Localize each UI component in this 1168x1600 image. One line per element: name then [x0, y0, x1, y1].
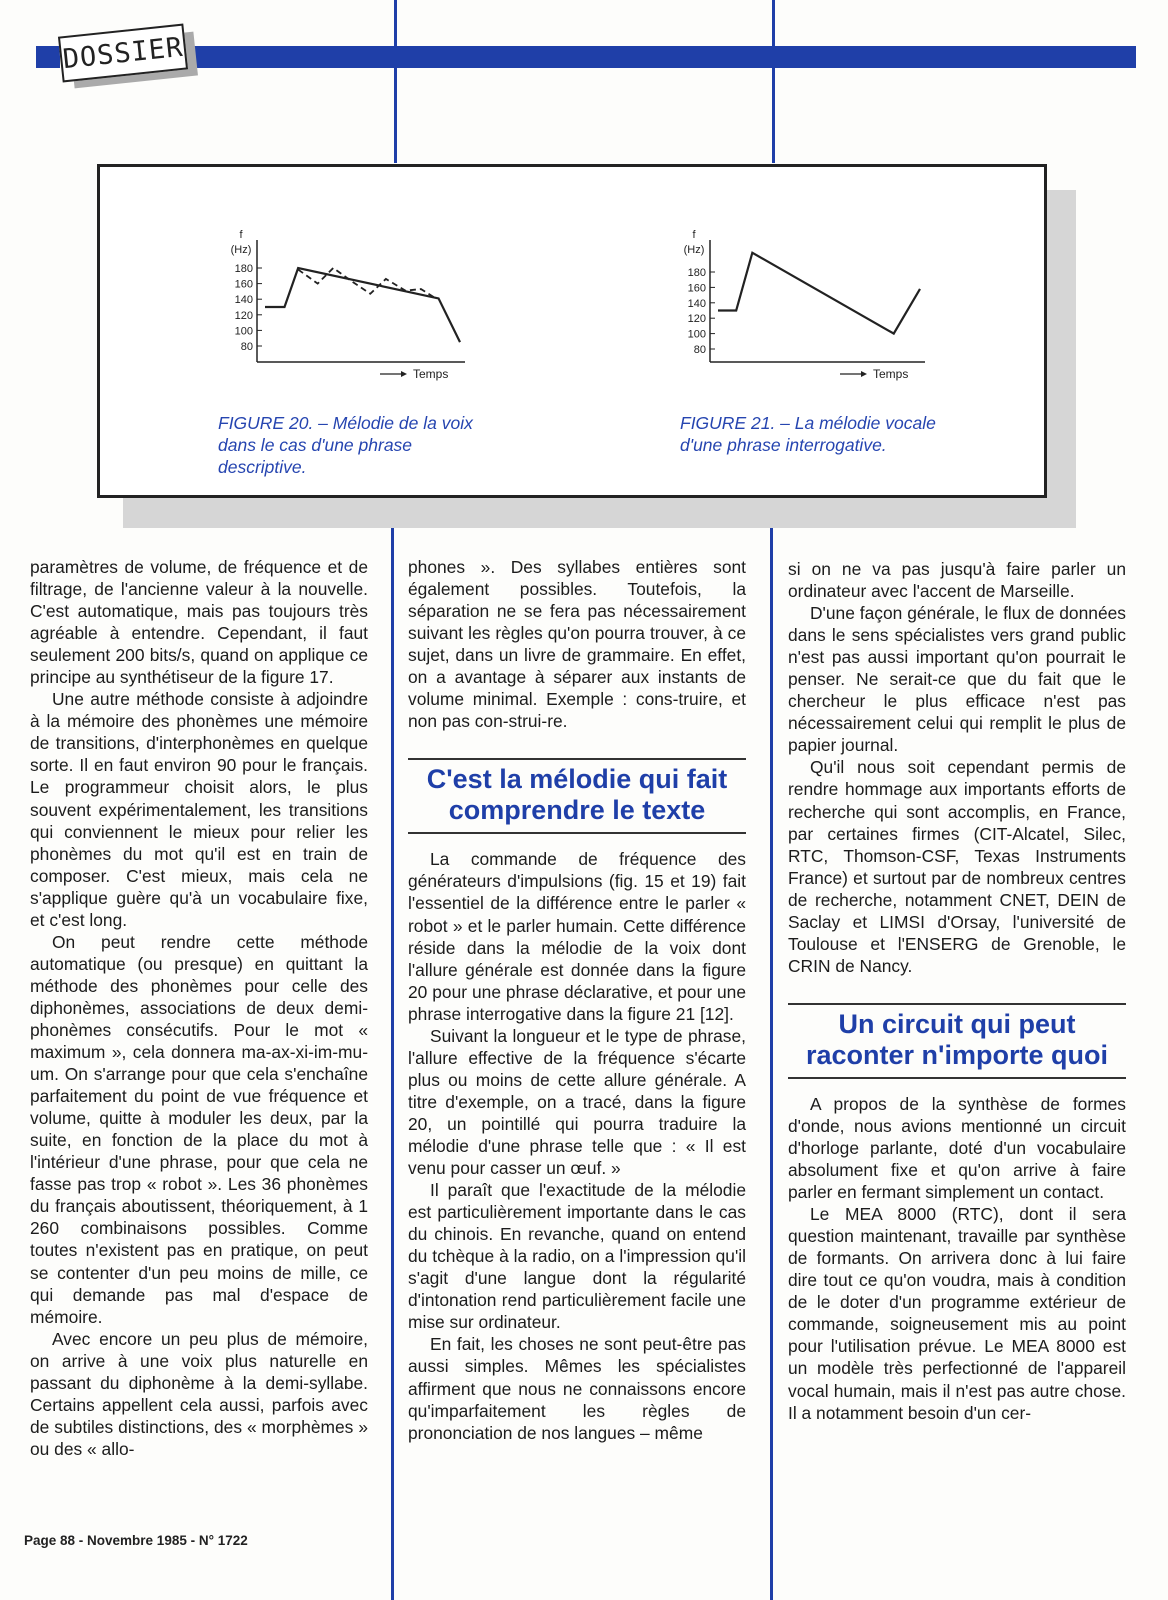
y-tick-label: 80 — [693, 344, 706, 356]
paragraph: Il paraît que l'exactitude de la mélodie est particulièrement importante dans le cas du chinois. En revanche, quand on entend du tchèque à la radio, on a l'impression qu'il s'agit d'une langue dont la régularité d'intonation rend particulièrement facile une mise sur ordinateur. — [408, 1180, 746, 1333]
page-footer: Page 88 - Novembre 1985 - N° 1722 — [24, 1533, 248, 1548]
time-arrowhead — [861, 371, 867, 377]
text-column-3 — [788, 558, 1126, 1424]
column-rule — [772, 0, 775, 163]
y-tick-label: 180 — [234, 263, 253, 275]
header-bar — [192, 46, 1136, 68]
text-column-1 — [30, 556, 368, 1460]
x-axis-label: Temps — [873, 367, 909, 381]
y-tick-label: 180 — [687, 267, 706, 279]
melody-line — [718, 253, 920, 334]
y-axis-unit: (Hz) — [230, 244, 252, 256]
y-axis-unit: (Hz) — [683, 244, 705, 256]
y-tick-label: 140 — [234, 294, 253, 307]
y-tick-label: 100 — [234, 325, 253, 338]
x-axis-label: Temps — [413, 367, 449, 381]
paragraph: Une autre méthode consiste à adjoindre à la mémoire des phonèmes une mémoire de transitions, d'interphonèmes en quelque sorte. Il en faut environ 90 pour le français. Le programmeur choisit alors, le plus souvent expérimentalement, les transitions qui conviennent le mieux pour relier les phonèmes du mot qu'il est en train de composer. C'est mieux, mais cela ne s'applique guère qu'à un vocabulaire fixe, et c'est long. — [30, 689, 368, 930]
paragraph: Le MEA 8000 (RTC), dont il sera question maintenant, travaille par synthèse de formants. On arrivera donc à lui faire dire tout ce qu'on voudra, mais à condition de le doter d'un programme extérieur de commande, soigneusement mis au point pour l'utilisation prévue. Le MEA 8000 est un modèle très perfectionné de l'appareil vocal humain, mais il n'est pas autre chose. Il a notamment besoin d'un cer- — [788, 1204, 1126, 1423]
paragraph: D'une façon générale, le flux de données dans le sens spécialistes vers grand public n'est pas aussi important qu'on pourrait le penser. Ne serait-ce que du fait que le chercheur le plus efficace n'est pas nécessairement celui qui remplit le plus de papier journal. — [788, 603, 1126, 756]
paragraph: On peut rendre cette méthode automatique (ou presque) en quittant la méthode des phonèmes pour celle des diphonèmes, associations de deux demi-phonèmes consécutifs. Pour le mot « maximum », cela donnera ma-ax-xi-im-mu-um. On s'arrange pour que cela s'enchaîne parfaitement du point de vue fréquence et volume, quitte à moduler les deux, par la suite, en fonction de la place du mot à l'intérieur d'une phrase, pour que cela ne fasse pas trop « robot ». Les 36 phonèmes du français aboutissent, théoriquement, à 1 260 combinaisons possibles. Comme toutes n'existent pas en pratique, on peut se contenter d'un peu moins de mille, ce qui demande pas mal d'espace de mémoire. — [30, 931, 368, 1327]
paragraph: Suivant la longueur et le type de phrase, l'allure effective de la fréquence s'écarte plus ou moins de cette allure générale. A titre d'exemple, on a tracé, dans la figure 20, un pointillé qui pourra traduire la mélodie d'une phrase telle que : « Il est venu pour casser un œuf. » — [408, 1025, 746, 1179]
section-heading: Un circuit qui peut raconter n'importe quoi — [788, 1003, 1126, 1079]
header-bar-left — [36, 46, 60, 68]
paragraph: si on ne va pas jusqu'à faire parler un ordinateur avec l'accent de Marseille. — [788, 559, 1126, 602]
figure-20-caption: FIGURE 20. – Mélodie de la voix dans le cas d'une phrase descriptive. — [218, 413, 473, 477]
column-rule — [391, 505, 394, 1600]
paragraph: Avec encore un peu plus de mémoire, on arrive à une voix plus naturelle en passant du diphonème à la demi-syllabe. Certains appellent cela aussi, parfois avec de subtiles distinctions, des « morphèmes » ou des « allo- — [30, 1328, 368, 1459]
y-tick-label: 120 — [687, 313, 706, 326]
melody-line — [265, 268, 460, 342]
section-heading: C'est la mélodie qui fait comprendre le texte — [408, 758, 746, 834]
y-tick-label: 140 — [687, 297, 706, 310]
section-logo: DOSSIER — [58, 24, 188, 83]
y-axis-label: f — [239, 229, 243, 241]
figure-20-chart — [210, 222, 480, 387]
paragraph: phones ». Des syllabes entières sont également possibles. Toutefois, la séparation ne se fera pas nécessairement suivant les règles qu'on pourra trouver, à ce sujet, dans un livre de grammaire. En effet, on a avantage à séparer aux instants de volume minimal. Exemple : cons-truire, et non pas con-strui-re. — [408, 557, 746, 732]
y-tick-label: 160 — [687, 282, 706, 295]
paragraph: paramètres de volume, de fréquence et de filtrage, de l'ancienne valeur à la nouvelle. C'est automatique, mais pas toujours très agréable à entendre. Cependant, il faut seulement 200 bits/s, quand on applique ce principe au synthétiseur de la figure 17. — [30, 557, 368, 688]
figure-21-chart — [668, 222, 938, 387]
paragraph: Qu'il nous soit cependant permis de rendre hommage aux importants efforts de recherche qui sont accomplis, en France, par certaines firmes (CIT-Alcatel, Silec, RTC, Thomson-CSF, Texas Instruments France) et surtout par de nombreux centres de recherche, notamment CNET, DEIN de Saclay et LIMSI d'Orsay, l'université de Toulouse et l'ENSERG de Grenoble, le CRIN de Nancy. — [788, 757, 1126, 976]
y-axis-label: f — [692, 229, 696, 241]
y-tick-label: 160 — [234, 278, 253, 291]
y-tick-label: 100 — [687, 328, 706, 341]
text-column-2 — [408, 556, 746, 1444]
column-rule — [770, 505, 773, 1600]
figure-21-caption: FIGURE 21. – La mélodie vocale d'une phrase interrogative. — [680, 413, 936, 455]
y-tick-label: 80 — [240, 341, 253, 353]
paragraph: A propos de la synthèse de formes d'onde, nous avions mentionné un circuit d'horloge parlante, doté d'un vocabulaire absolument fixe et qu'on arrive à faire parler en fermant simplement un contact. — [788, 1093, 1126, 1203]
time-arrowhead — [401, 371, 407, 377]
paragraph: En fait, les choses ne sont peut-être pas aussi simples. Mêmes les spécialistes affirment que nous ne connaissons encore qu'imparfaitement les règles de prononciation de nos langues – même — [408, 1334, 746, 1443]
y-tick-label: 120 — [234, 309, 253, 322]
column-rule — [394, 0, 397, 163]
paragraph: La commande de fréquence des générateurs d'impulsions (fig. 15 et 19) fait l'essentiel de la différence entre le parler « robot » et le parler humain. Cette différence réside dans la mélodie de la voix dont l'allure générale est donnée dans la figure 20 pour une phrase déclarative, et pour une phrase interrogative dans la figure 21 [12]. — [408, 849, 746, 1024]
